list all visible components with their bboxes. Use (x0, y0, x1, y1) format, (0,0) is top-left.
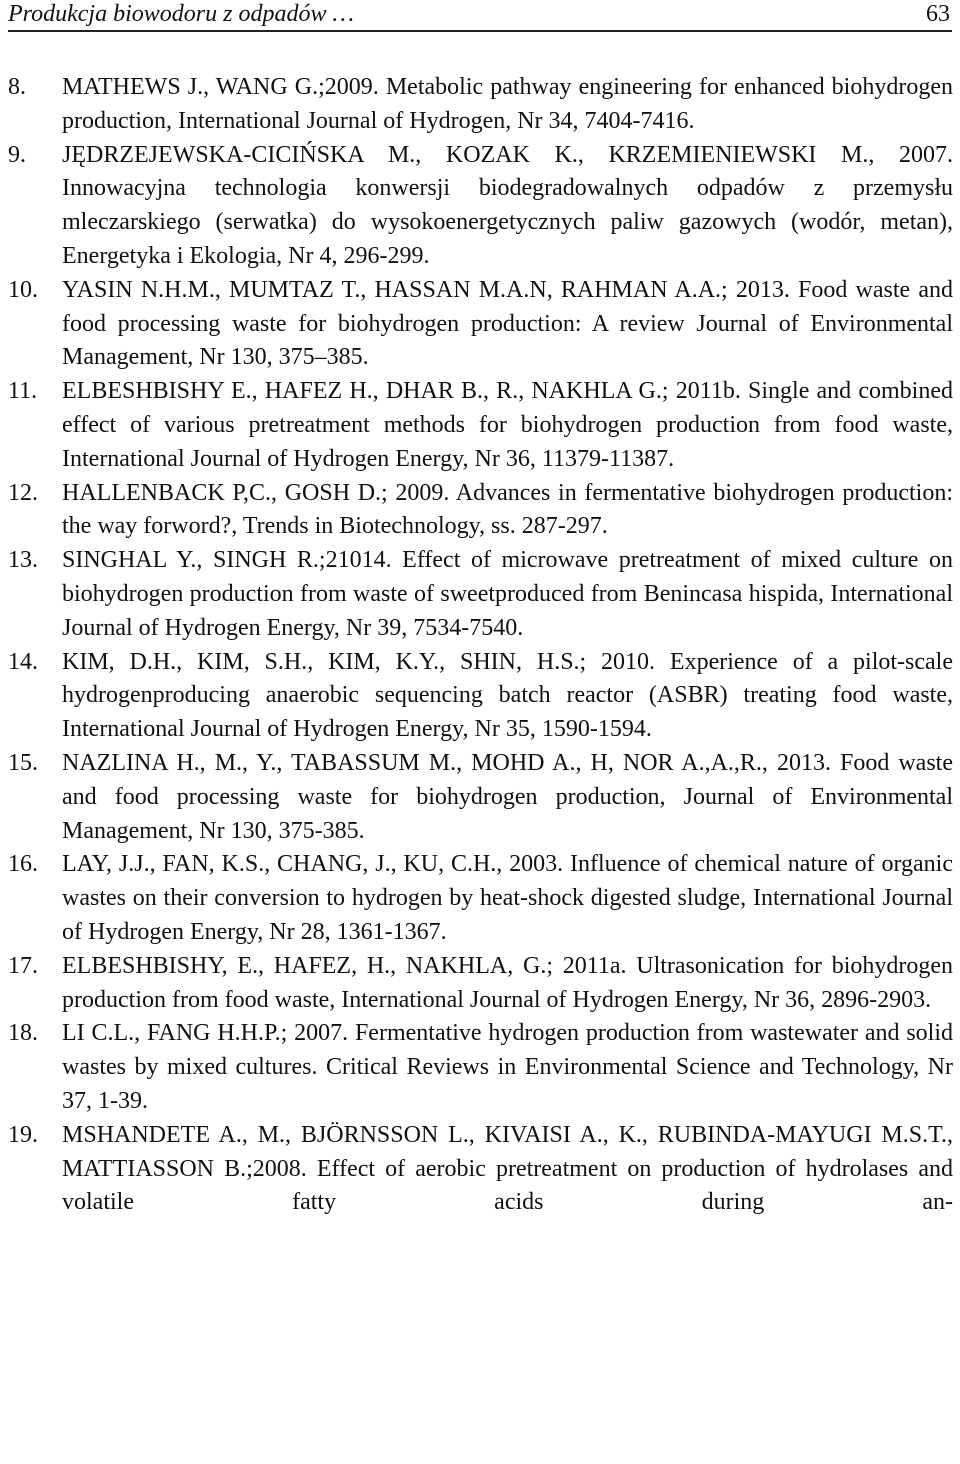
reference-number: 15. (8, 749, 38, 776)
reference-item (8, 848, 953, 949)
reference-item (8, 544, 953, 645)
reference-item (8, 646, 953, 747)
reference-number: 9. (8, 141, 26, 168)
reference-text: MSHANDETE A., M., BJÖRNSSON L., KIVAISI A., K., RUBINDA-MAYUGI M.S.T., MATTIASSON B.;2008. Effect of aerobic pretreatment on production of hydrolases and volatile fatty acids during an- (62, 1121, 953, 1216)
reference-text: LI C.L., FANG H.H.P.; 2007. Fermentative hydrogen production from wastewater and solid wastes by mixed cultures. Critical Reviews in Environmental Science and Technology, Nr 37, 1-39. (62, 1020, 953, 1114)
reference-text: ELBESHBISHY E., HAFEZ H., DHAR B., R., NAKHLA G.; 2011b. Single and combined effect of various pretreatment methods for biohydrogen production from food waste, International Journal of Hydrogen Energy, Nr 36, 11379-11387. (62, 378, 953, 472)
reference-item (8, 1017, 953, 1118)
reference-number: 11. (8, 378, 38, 405)
reference-number: 12. (8, 479, 38, 506)
reference-item (8, 1119, 953, 1220)
reference-item (8, 477, 953, 545)
reference-number: 19. (8, 1121, 38, 1148)
reference-item (8, 375, 953, 476)
reference-text: HALLENBACK P,C., GOSH D.; 2009. Advances in fermentative biohydrogen production: the way forword?, Trends in Biotechnology, ss. 287-297. (62, 479, 953, 540)
reference-item (8, 139, 953, 274)
page-number: 63 (926, 1, 950, 27)
reference-text: KIM, D.H., KIM, S.H., KIM, K.Y., SHIN, H.S.; 2010. Experience of a pilot-scale hydrogenproducing anaerobic sequencing batch reactor (ASBR) treating food waste, International Journal of Hydrogen Energy, Nr 35, 1590-1594. (62, 648, 953, 743)
reference-number: 18. (8, 1020, 38, 1047)
reference-item (8, 274, 953, 375)
reference-text: YASIN N.H.M., MUMTAZ T., HASSAN M.A.N, RAHMAN A.A.; 2013. Food waste and food processing waste for biohydrogen production: A review Journal of Environmental Management, Nr 130, 375–385. (62, 276, 953, 371)
reference-text: JĘDRZEJEWSKA-CICIŃSKA M., KOZAK K., KRZEMIENIEWSKI M., 2007. Innowacyjna technologia konwersji biodegradowalnych odpadów z przemysłu mleczarskiego (serwatka) do wysokoenergetycznych paliw gazowych (wodór, metan), Energetyka i Ekologia, Nr 4, 296-299. (62, 141, 953, 269)
reference-item (8, 747, 953, 848)
reference-number: 10. (8, 276, 38, 303)
reference-number: 17. (8, 952, 38, 979)
reference-number: 8. (8, 74, 26, 100)
reference-number: 14. (8, 648, 38, 675)
running-header (8, 0, 952, 32)
reference-item (8, 71, 953, 139)
reference-item (8, 950, 953, 1018)
reference-text: ELBESHBISHY, E., HAFEZ, H., NAKHLA, G.; 2011a. Ultrasonication for biohydrogen production from food waste, International Journal of Hydrogen Energy, Nr 36, 2896-2903. (62, 952, 953, 1013)
reference-list (8, 71, 953, 1220)
reference-text: MATHEWS J., WANG G.;2009. Metabolic pathway engineering for enhanced biohydrogen production, International Journal of Hydrogen, Nr 34, 7404-7416. (62, 74, 953, 134)
reference-text: SINGHAL Y., SINGH R.;21014. Effect of microwave pretreatment of mixed culture on biohydrogen production from waste of sweetproduced from Benincasa hispida, International Journal of Hydrogen Energy, Nr 39, 7534-7540. (62, 547, 953, 641)
running-header-title: Produkcja biowodoru z odpadów … (8, 1, 354, 27)
reference-text: NAZLINA H., M., Y., TABASSUM M., MOHD A., H, NOR A.,A.,R., 2013. Food waste and food processing waste for biohydrogen production, Journal of Environmental Management, Nr 130, 375-385. (62, 749, 953, 844)
reference-text: LAY, J.J., FAN, K.S., CHANG, J., KU, C.H., 2003. Influence of chemical nature of organic wastes on their conversion to hydrogen by heat-shock digested sludge, International Journal of Hydrogen Energy, Nr 28, 1361-1367. (62, 851, 953, 945)
reference-number: 16. (8, 851, 38, 878)
reference-number: 13. (8, 547, 38, 574)
